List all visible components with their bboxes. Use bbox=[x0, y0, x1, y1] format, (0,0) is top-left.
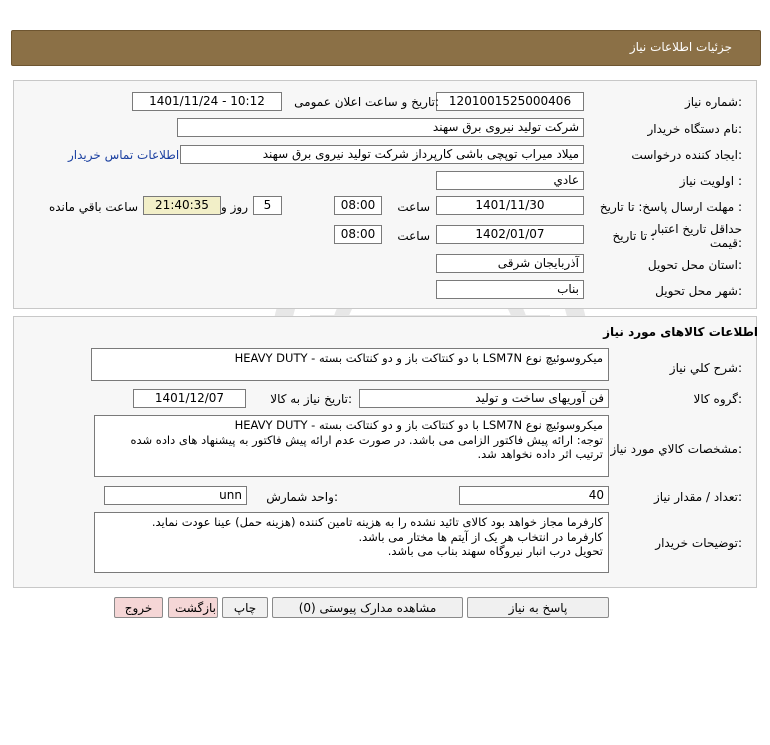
buyer-notes-line-1: کارفرما مجاز خواهد بود کالای تائید نشده را به هزینه تامین کننده (هزینه حمل) عینا عودت نماید. bbox=[151, 515, 603, 529]
remaining-label: ساعت باقي مانده bbox=[48, 200, 138, 214]
validity-time-label: ساعت bbox=[397, 229, 430, 243]
priority-label: اولویت نیاز : bbox=[679, 174, 742, 188]
deadline-time-label: ساعت bbox=[397, 200, 430, 214]
announce-datetime-label: تاریخ و ساعت اعلان عمومی: bbox=[294, 95, 439, 109]
deadline-time-field: 08:00 bbox=[334, 196, 382, 215]
spec-line-2: توجه: ارائه پیش فاکتور الزامی می باشد. در صورت عدم ارائه پیش فاکتور به پیشنهاد های داده شده ترتیب اثر داده نخواهد شد. bbox=[130, 432, 603, 461]
quantity-label: تعداد / مقدار نیاز: bbox=[654, 490, 742, 504]
validity-time-field: 08:00 bbox=[334, 225, 382, 244]
validity-to-date-label: تا تاریخ : bbox=[612, 229, 655, 243]
attachments-button[interactable]: مشاهده مدارک پیوستی (0) bbox=[272, 597, 463, 618]
need-date-field: 1401/12/07 bbox=[133, 389, 246, 408]
buyer-contact-link[interactable]: اطلاعات تماس خریدار bbox=[68, 148, 180, 162]
province-label: استان محل تحویل: bbox=[647, 258, 742, 272]
buyer-notes-field bbox=[94, 512, 609, 573]
unit-field: unn bbox=[104, 486, 247, 505]
summary-label: شرح کلي نياز: bbox=[669, 361, 742, 375]
summary-field: میکروسوئیچ نوع LSM7N با دو کنتاکت باز و دو کنتاکت بسته - HEAVY DUTY bbox=[91, 348, 609, 381]
requester-field: میلاد میراب توپچی باشی کارپرداز شرکت تولید نیروی برق سهند bbox=[180, 145, 584, 164]
validity-label-1: حداقل تاریخ اعتبار bbox=[651, 222, 742, 236]
deadline-label: مهلت ارسال پاسخ: تا تاریخ : bbox=[599, 200, 742, 214]
buyer-notes-line-2: کارفرما در انتخاب هر یک از آیتم ها مختار می باشد. bbox=[358, 529, 603, 544]
back-button[interactable]: بازگشت bbox=[168, 597, 218, 618]
province-field: آذربایجان شرقی bbox=[436, 254, 584, 273]
buyer-org-field: شرکت تولید نیروی برق سهند bbox=[177, 118, 584, 137]
requester-label: ایجاد کننده درخواست: bbox=[631, 148, 742, 162]
reply-button[interactable]: پاسخ به نیاز bbox=[467, 597, 609, 618]
validity-date-field: 1402/01/07 bbox=[436, 225, 584, 244]
days-remaining-field: 5 bbox=[253, 196, 282, 215]
buyer-org-label: نام دستگاه خریدار: bbox=[647, 122, 742, 136]
spec-field bbox=[94, 415, 609, 477]
goods-group-field: فن آوریهای ساخت و تولید bbox=[359, 389, 609, 408]
buyer-notes-label: توضیحات خریدار: bbox=[655, 536, 742, 550]
validity-label-2: قیمت: bbox=[709, 236, 742, 250]
spec-line-1: میکروسوئیچ نوع LSM7N با دو کنتاکت باز و دو کنتاکت بسته - HEAVY DUTY bbox=[234, 418, 603, 432]
print-button[interactable]: چاپ bbox=[222, 597, 268, 618]
exit-button[interactable]: خروج bbox=[114, 597, 163, 618]
need-info-panel bbox=[13, 80, 757, 309]
priority-field: عادي bbox=[436, 171, 584, 190]
goods-group-label: گروه کالا: bbox=[693, 392, 742, 406]
goods-section-title: اطلاعات کالاهای مورد نیاز bbox=[603, 325, 758, 339]
need-date-label: تاریخ نیاز به کالا: bbox=[270, 392, 352, 406]
spec-label: مشخصات کالاي مورد نياز: bbox=[610, 442, 742, 456]
need-number-field: 1201001525000406 bbox=[436, 92, 584, 111]
unit-label: واحد شمارش: bbox=[266, 490, 338, 504]
page-header bbox=[11, 30, 761, 66]
days-label: روز و bbox=[221, 200, 248, 214]
city-label: شهر محل تحویل: bbox=[655, 284, 742, 298]
announce-datetime-field: 1401/11/24 - 10:12 bbox=[132, 92, 282, 111]
buyer-notes-line-3: تحویل درب انبار نیروگاه سهند بناب می باشد. bbox=[387, 544, 603, 558]
deadline-date-field: 1401/11/30 bbox=[436, 196, 584, 215]
quantity-field: 40 bbox=[459, 486, 609, 505]
remaining-time-field: 21:40:35 bbox=[143, 196, 221, 215]
city-field: بناب bbox=[436, 280, 584, 299]
need-number-label: شماره نیاز: bbox=[684, 95, 742, 109]
page-title: جزئیات اطلاعات نیاز bbox=[629, 40, 732, 54]
